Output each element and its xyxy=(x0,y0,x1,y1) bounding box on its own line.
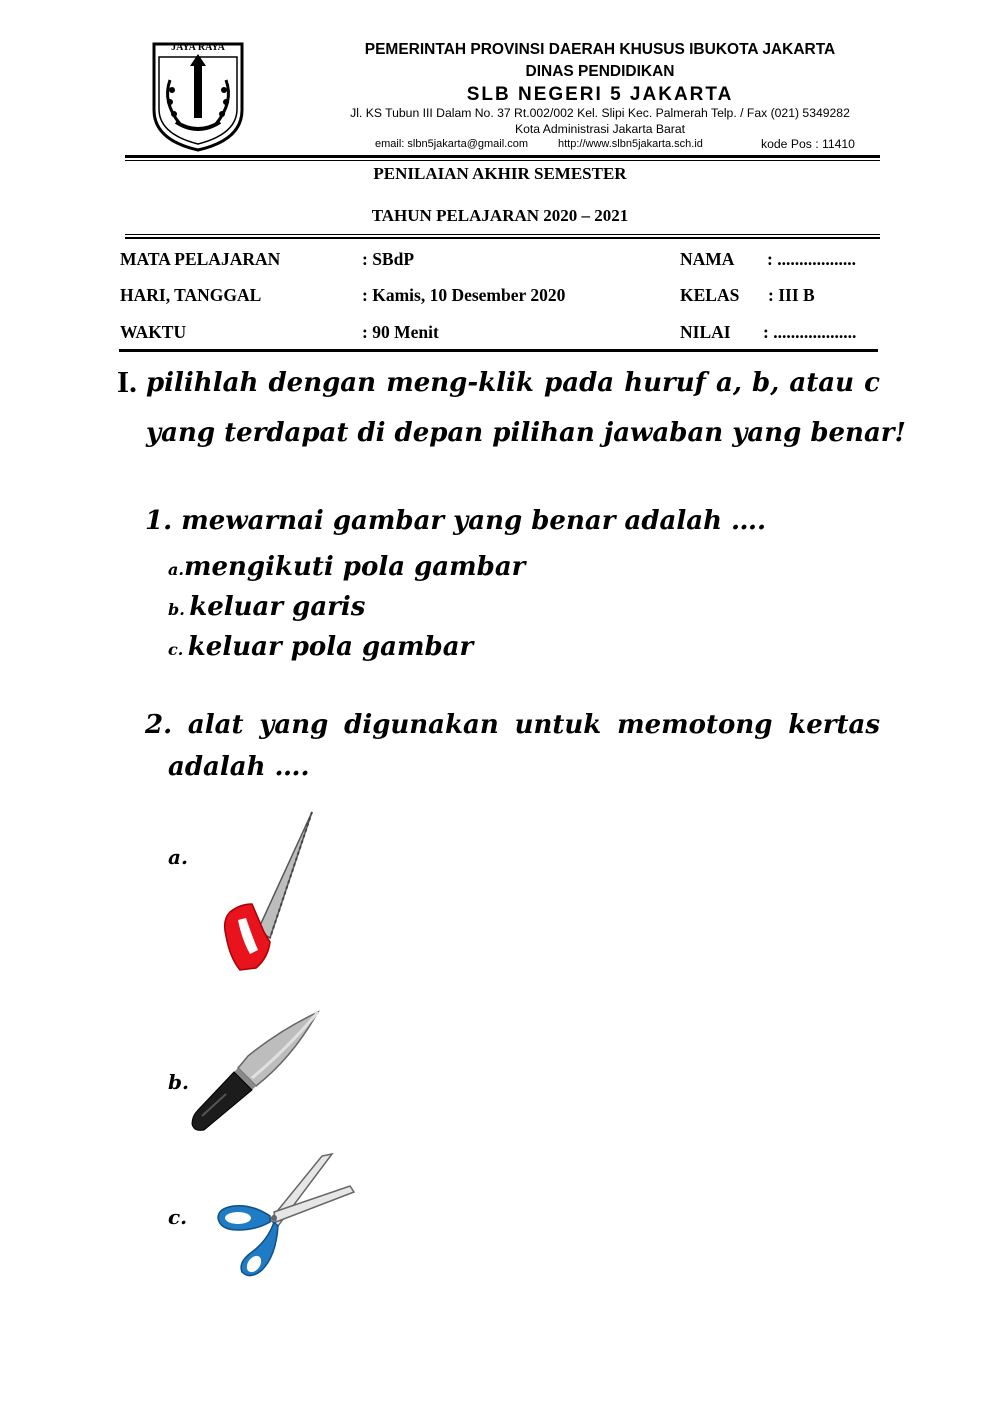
info-rule-top-thick xyxy=(125,237,880,239)
q1-option-c-letter[interactable]: c. xyxy=(168,640,184,659)
q2-option-a-letter[interactable]: a. xyxy=(168,845,188,869)
scissors-icon[interactable] xyxy=(212,1150,360,1280)
q1-option-c-text: keluar pola gambar xyxy=(187,632,474,662)
knife-icon[interactable] xyxy=(188,1008,323,1134)
saw-icon[interactable] xyxy=(212,808,322,976)
q1-option-c[interactable] xyxy=(168,632,473,662)
time-value: : 90 Menit xyxy=(362,322,439,342)
question-2-text-line-1: 2. alat yang digunakan untuk memotong kertas xyxy=(145,710,880,740)
name-label: NAMA xyxy=(680,249,735,269)
subject-value: : SBdP xyxy=(362,249,415,269)
school-address: Jl. KS Tubun III Dalam No. 37 Rt.002/002 Kel. Slipi Kec. Palmerah Telp. / Fax (021) 5349282 xyxy=(350,106,850,120)
name-value: : .................. xyxy=(767,249,856,269)
instruction-line-1: pilihlah dengan meng-klik pada huruf a, b, atau c xyxy=(146,368,880,398)
school-name: SLB NEGERI 5 JAKARTA xyxy=(466,84,734,105)
q2-option-b-letter[interactable]: b. xyxy=(168,1070,189,1094)
class-label: KELAS xyxy=(680,285,740,305)
school-website: http://www.slbn5jakarta.sch.id xyxy=(558,138,703,150)
exam-year: TAHUN PELAJARAN 2020 – 2021 xyxy=(371,206,629,225)
government-name: PEMERINTAH PROVINSI DAERAH KHUSUS IBUKOTA JAKARTA xyxy=(364,41,836,58)
q2-option-c-letter[interactable]: c. xyxy=(168,1205,188,1229)
letterhead-rule-thin xyxy=(125,160,880,161)
score-value: : ................... xyxy=(763,322,857,342)
date-label: HARI, TANGGAL xyxy=(120,285,262,305)
section-number: I. xyxy=(117,364,137,399)
school-city: Kota Administrasi Jakarta Barat xyxy=(514,122,686,136)
question-1-text: 1. mewarnai gambar yang benar adalah …. xyxy=(145,506,767,536)
q1-option-a-letter[interactable]: a. xyxy=(168,560,184,579)
instruction-line-2: yang terdapat di depan pilihan jawaban yang benar! xyxy=(146,418,906,448)
date-value: : Kamis, 10 Desember 2020 xyxy=(362,285,566,305)
score-label: NILAI xyxy=(680,322,731,342)
question-2-text-line-2: adalah …. xyxy=(168,752,310,782)
jakarta-emblem-logo xyxy=(150,40,246,152)
info-rule-bottom xyxy=(119,349,878,352)
school-email: email: slbn5jakarta@gmail.com xyxy=(375,138,529,150)
q1-option-a[interactable] xyxy=(168,552,525,582)
class-value: : III B xyxy=(768,285,815,305)
info-rule-top-thin xyxy=(125,234,880,235)
exam-title: PENILAIAN AKHIR SEMESTER xyxy=(373,164,627,183)
postal-code: kode Pos : 11410 xyxy=(761,137,855,151)
q1-option-a-text: mengikuti pola gambar xyxy=(183,552,526,582)
q1-option-b[interactable] xyxy=(168,592,365,622)
logo-text: JAYA RAYA xyxy=(171,42,225,53)
letterhead-rule-thick xyxy=(125,155,880,158)
subject-label: MATA PELAJARAN xyxy=(120,249,281,269)
q1-option-b-letter[interactable]: b. xyxy=(168,600,185,619)
department-name: DINAS PENDIDIKAN xyxy=(525,63,675,80)
q1-option-b-text: keluar garis xyxy=(189,592,366,622)
time-label: WAKTU xyxy=(120,322,187,342)
